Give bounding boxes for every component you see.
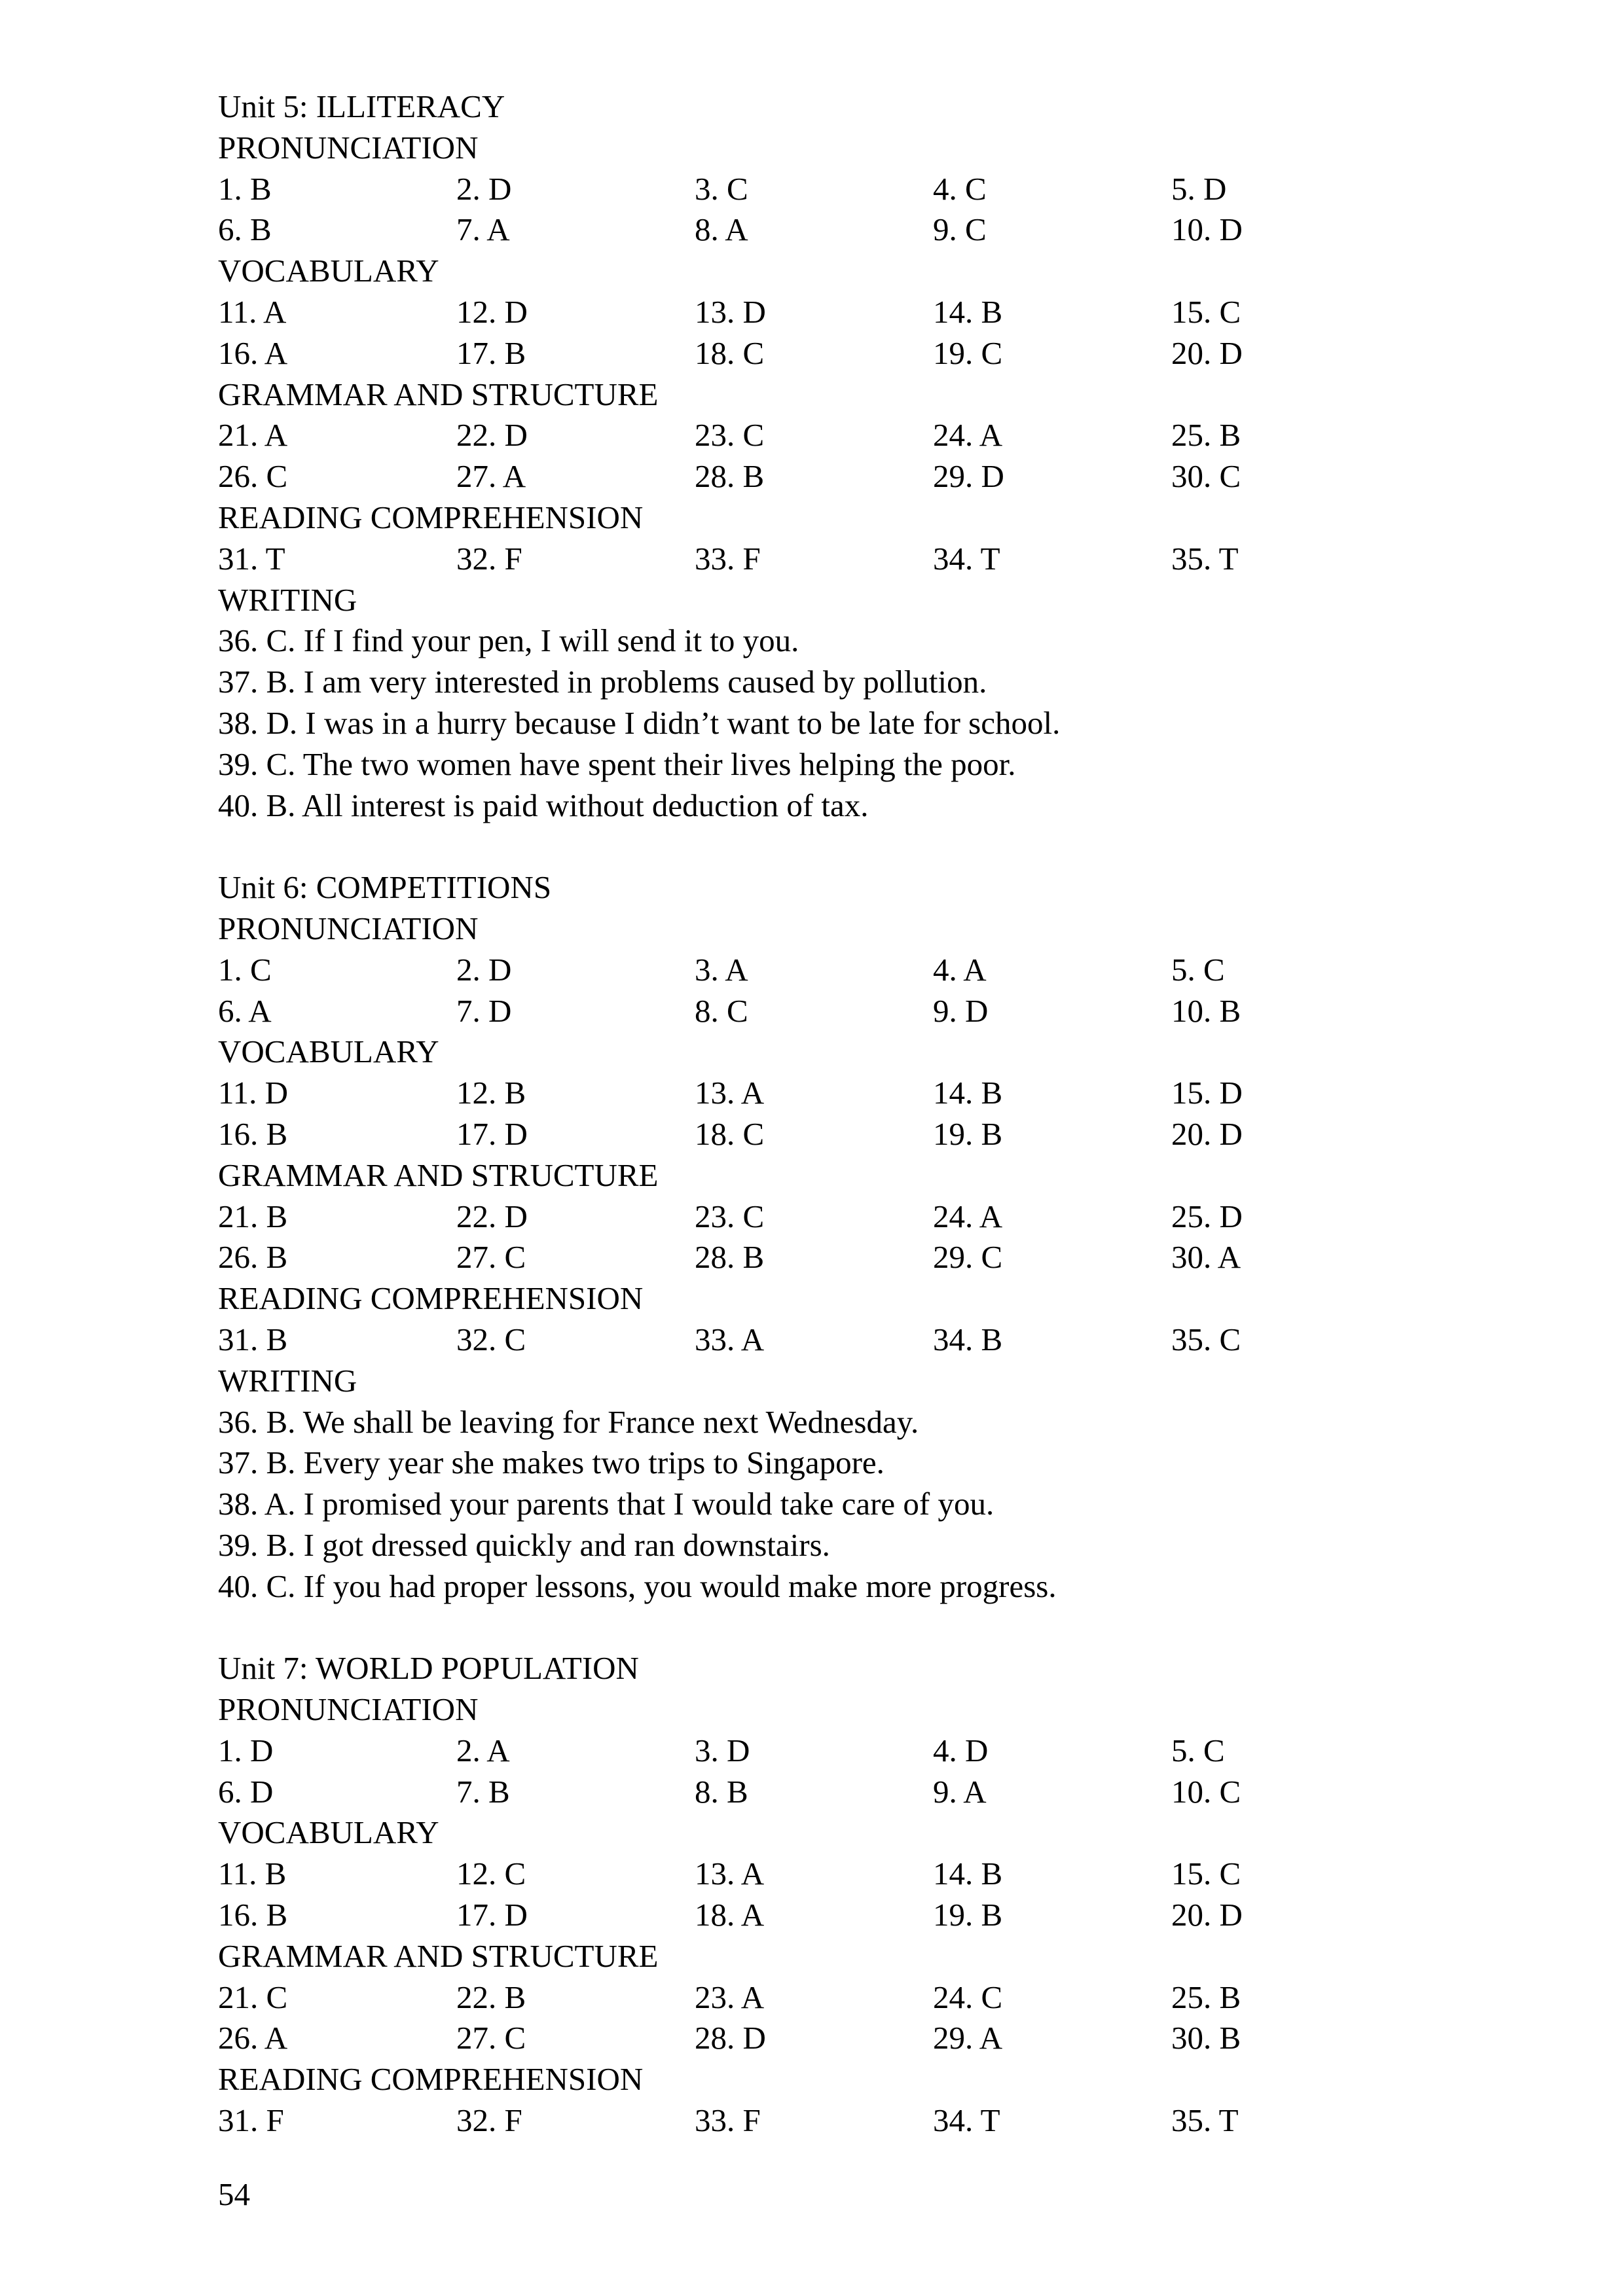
answer-cell: 21. B [218,1198,288,1234]
answer-cell: 26. B [218,1239,288,1276]
answer-cell: 32. C [456,1321,526,1357]
answer-cell: 34. T [933,540,1000,577]
answer-cell: 2. D [456,951,512,988]
answer-cell: 29. A [933,2020,1003,2056]
answer-cell: 19. C [933,334,1003,371]
answer-cell: 18. C [695,1115,765,1152]
answer-cell: 14. B [933,1075,1003,1111]
answer-cell: 30. A [1171,1239,1241,1276]
answer-cell: 20. D [1171,1897,1243,1933]
answer-cell: 10. B [1171,992,1241,1029]
answer-cell: 15. D [1171,1075,1243,1111]
answer-cell: 7. B [456,1773,510,1810]
answer-cell: 18. C [695,334,765,371]
writing-answer: 37. B. Every year she makes two trips to Singapore. [218,1444,884,1481]
answer-cell: 29. D [933,458,1004,495]
answer-cell: 20. D [1171,1115,1243,1152]
answer-cell: 11. D [218,1075,289,1111]
answer-cell: 5. D [1171,170,1227,207]
answer-cell: 22. B [456,1979,526,2015]
answer-cell: 19. B [933,1897,1003,1933]
writing-answer: 38. D. I was in a hurry because I didn’t want to be late for school. [218,704,1061,741]
answer-cell: 17. D [456,1897,528,1933]
writing-answer: 39. B. I got dressed quickly and ran downstairs. [218,1526,830,1563]
answer-cell: 4. A [933,951,987,988]
section-heading: VOCABULARY [218,1814,439,1851]
answer-row [218,1073,1462,1114]
answer-cell: 35. T [1171,540,1239,577]
answer-row [218,209,1462,251]
writing-answer: 37. B. I am very interested in problems caused by pollution. [218,664,987,700]
section-heading: WRITING [218,581,357,618]
answer-row [218,1772,1462,1813]
answer-cell: 27. C [456,2020,526,2056]
answer-row [218,169,1462,210]
answer-cell: 30. B [1171,2020,1241,2056]
answer-cell: 23. C [695,1198,765,1234]
unit-spacer [218,826,1462,867]
answer-cell: 34. T [933,2102,1000,2139]
answer-cell: 8. B [695,1773,748,1810]
answer-row [218,415,1462,456]
answer-row [218,1854,1462,1895]
answer-cell: 32. F [456,540,522,577]
answer-cell: 14. B [933,1856,1003,1892]
answer-cell: 3. C [695,170,748,207]
answer-cell: 9. A [933,1773,987,1810]
answer-cell: 13. D [695,293,766,330]
answer-row [218,1237,1462,1278]
answer-cell: 24. C [933,1979,1003,2015]
answer-row [218,1977,1462,2018]
answer-cell: 5. C [1171,1732,1225,1768]
answer-cell: 35. C [1171,1321,1241,1357]
answer-row [218,1731,1462,1772]
section-heading: GRAMMAR AND STRUCTURE [218,1157,659,1193]
answer-cell: 26. C [218,458,288,495]
answer-cell: 31. T [218,540,285,577]
answer-key [218,86,1462,2142]
answer-row [218,1895,1462,1936]
section-heading: READING COMPREHENSION [218,1280,644,1317]
answer-cell: 24. A [933,417,1003,454]
answer-cell: 27. C [456,1239,526,1276]
answer-row [218,292,1462,333]
answer-cell: 3. A [695,951,748,988]
answer-cell: 14. B [933,293,1003,330]
answer-cell: 19. B [933,1115,1003,1152]
answer-cell: 15. C [1171,293,1241,330]
answer-row [218,2018,1462,2059]
section-heading: VOCABULARY [218,1033,439,1070]
answer-cell: 6. D [218,1773,274,1810]
answer-row [218,1319,1462,1361]
answer-cell: 4. C [933,170,987,207]
section-heading: PRONUNCIATION [218,910,479,946]
writing-answer: 39. C. The two women have spent their lives helping the poor. [218,745,1016,782]
answer-cell: 33. F [695,2102,761,2139]
unit-title: Unit 5: ILLITERACY [218,88,505,124]
answer-cell: 3. D [695,1732,750,1768]
answer-cell: 6. B [218,211,272,248]
answer-cell: 17. B [456,334,526,371]
writing-answer: 38. A. I promised your parents that I would take care of you. [218,1486,994,1522]
answer-row [218,2100,1462,2142]
section-heading: READING COMPREHENSION [218,499,644,535]
answer-cell: 21. C [218,1979,288,2015]
answer-cell: 16. B [218,1115,288,1152]
answer-cell: 23. A [695,1979,765,2015]
answer-cell: 6. A [218,992,272,1029]
answer-row [218,539,1462,580]
section-heading: GRAMMAR AND STRUCTURE [218,376,659,412]
answer-cell: 34. B [933,1321,1003,1357]
answer-cell: 11. A [218,293,287,330]
answer-row [218,991,1462,1032]
answer-cell: 27. A [456,458,526,495]
answer-cell: 8. A [695,211,748,248]
unit-block [218,867,1462,1607]
writing-answer: 40. B. All interest is paid without deduction of tax. [218,787,869,823]
answer-cell: 1. C [218,951,272,988]
answer-cell: 5. C [1171,951,1225,988]
unit-title: Unit 7: WORLD POPULATION [218,1650,639,1687]
answer-cell: 4. D [933,1732,989,1768]
answer-cell: 22. D [456,1198,528,1234]
answer-cell: 2. D [456,170,512,207]
answer-cell: 31. F [218,2102,284,2139]
answer-cell: 1. D [218,1732,274,1768]
unit-title: Unit 6: COMPETITIONS [218,869,552,906]
answer-cell: 28. B [695,1239,765,1276]
answer-cell: 29. C [933,1239,1003,1276]
answer-cell: 9. C [933,211,987,248]
answer-cell: 26. A [218,2020,288,2056]
answer-row [218,456,1462,497]
page-number: 54 [218,2176,250,2212]
answer-cell: 33. A [695,1321,765,1357]
section-heading: READING COMPREHENSION [218,2061,644,2098]
answer-cell: 21. A [218,417,288,454]
answer-cell: 12. B [456,1075,526,1111]
answer-cell: 12. C [456,1856,526,1892]
answer-cell: 1. B [218,170,272,207]
unit-block [218,86,1462,826]
answer-cell: 22. D [456,417,528,454]
answer-cell: 10. C [1171,1773,1241,1810]
answer-cell: 20. D [1171,334,1243,371]
unit-spacer [218,1607,1462,1648]
answer-row [218,1114,1462,1155]
answer-cell: 28. D [695,2020,766,2056]
answer-cell: 7. D [456,992,512,1029]
answer-cell: 33. F [695,540,761,577]
answer-cell: 25. D [1171,1198,1243,1234]
unit-block [218,1648,1462,2142]
answer-cell: 12. D [456,293,528,330]
writing-answer: 36. C. If I find your pen, I will send it to you. [218,622,799,659]
answer-cell: 35. T [1171,2102,1239,2139]
answer-cell: 8. C [695,992,748,1029]
writing-answer: 36. B. We shall be leaving for France next Wednesday. [218,1403,919,1440]
answer-cell: 28. B [695,458,765,495]
answer-cell: 13. A [695,1856,765,1892]
answer-row [218,333,1462,374]
answer-cell: 25. B [1171,417,1241,454]
answer-cell: 30. C [1171,458,1241,495]
answer-cell: 15. C [1171,1856,1241,1892]
answer-cell: 16. A [218,334,288,371]
answer-cell: 13. A [695,1075,765,1111]
section-heading: PRONUNCIATION [218,129,479,166]
writing-answer: 40. C. If you had proper lessons, you would make more progress. [218,1568,1057,1604]
answer-row [218,1196,1462,1238]
section-heading: WRITING [218,1362,357,1399]
section-heading: PRONUNCIATION [218,1691,479,1728]
answer-cell: 23. C [695,417,765,454]
answer-cell: 31. B [218,1321,288,1357]
answer-cell: 32. F [456,2102,522,2139]
answer-cell: 9. D [933,992,989,1029]
answer-cell: 10. D [1171,211,1243,248]
answer-cell: 7. A [456,211,510,248]
answer-cell: 2. A [456,1732,510,1768]
answer-cell: 18. A [695,1897,765,1933]
answer-cell: 11. B [218,1856,287,1892]
answer-row [218,950,1462,991]
answer-cell: 25. B [1171,1979,1241,2015]
answer-cell: 24. A [933,1198,1003,1234]
section-heading: VOCABULARY [218,253,439,289]
answer-cell: 17. D [456,1115,528,1152]
section-heading: GRAMMAR AND STRUCTURE [218,1937,659,1974]
answer-cell: 16. B [218,1897,288,1933]
